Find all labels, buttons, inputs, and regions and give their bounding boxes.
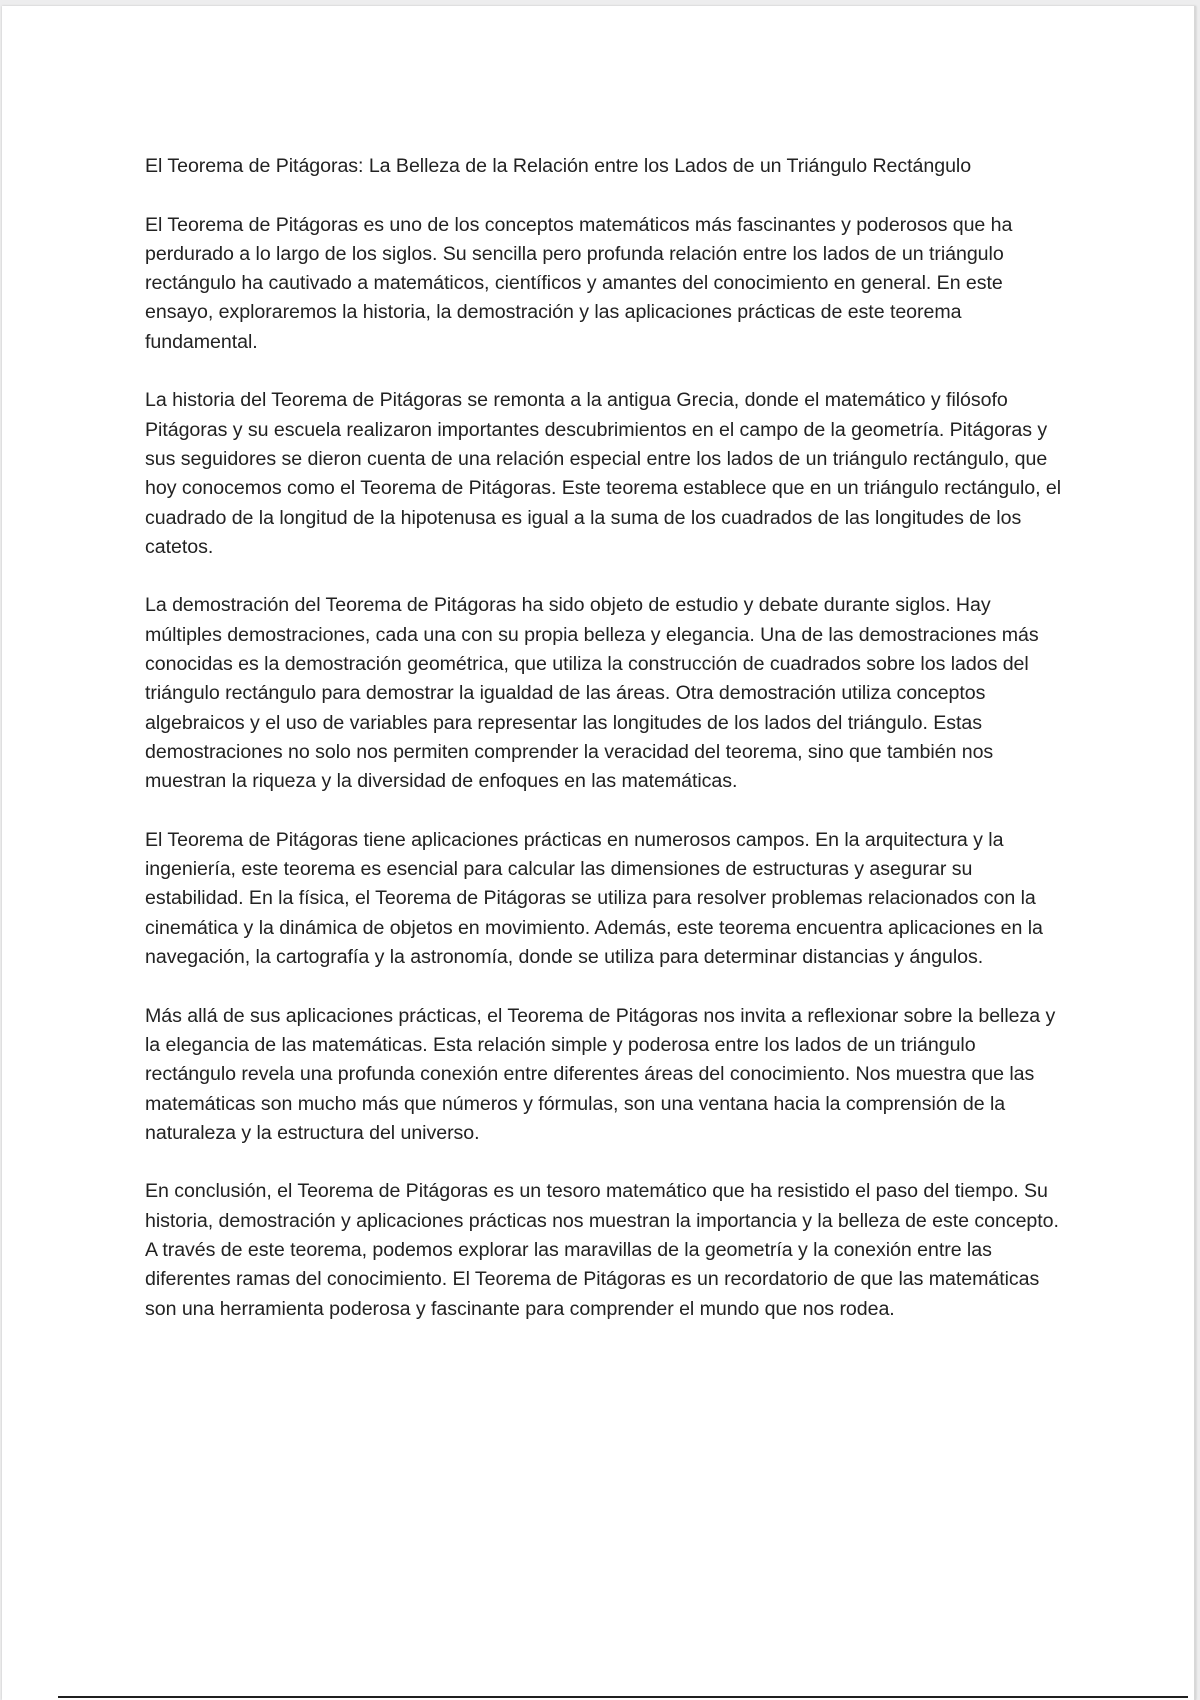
document-body [145, 152, 1065, 1353]
paragraph-conclusion: En conclusión, el Teorema de Pitágoras es un tesoro matemático que ha resistido el paso del tiempo. Su historia, demostración y aplicaciones prácticas nos muestran la importancia y la belleza de este concepto. A través de este teorema, podemos explorar las maravillas de la geometría y la conexión entre las diferentes ramas del conocimiento. El Teorema de Pitágoras es un recordatorio de que las matemáticas son una herramienta poderosa y fascinante para comprender el mundo que nos rodea. [145, 1180, 1059, 1320]
page-right-edge [1194, 6, 1196, 1700]
paragraph-history: La historia del Teorema de Pitágoras se remonta a la antigua Grecia, donde el matemático y filósofo Pitágoras y su escuela realizaron importantes descubrimientos en el campo de la geometría. Pitágoras y sus seguidores se dieron cuenta de una relación especial entre los lados de un triángulo rectángulo, que hoy conocemos como el Teorema de Pitágoras. Este teorema establece que en un triángulo rectángulo, el cuadrado de la longitud de la hipotenusa es igual a la suma de los cuadrados de las longitudes de los catetos. [145, 389, 1062, 558]
paragraph-reflection: Más allá de sus aplicaciones prácticas, el Teorema de Pitágoras nos invita a reflexionar sobre la belleza y la elegancia de las matemáticas. Esta relación simple y poderosa entre los lados de un triángulo rectángulo revela una profunda conexión entre diferentes áreas del conocimiento. Nos muestra que las matemáticas son mucho más que números y fórmulas, son una ventana hacia la comprensión de la naturaleza y la estructura del universo. [145, 1004, 1056, 1144]
document-title: El Teorema de Pitágoras: La Belleza de la Relación entre los Lados de un Triángulo Rectángulo [145, 155, 972, 177]
paragraph-intro: El Teorema de Pitágoras es uno de los conceptos matemáticos más fascinantes y poderosos que ha perdurado a lo largo de los siglos. Su sencilla pero profunda relación entre los lados de un triángulo rectángulo ha cautivado a matemáticos, científicos y amantes del conocimiento en general. En este ensayo, exploraremos la historia, la demostración y las aplicaciones prácticas de este teorema fundamental. [145, 213, 1013, 353]
document-page [2, 6, 1196, 1700]
paragraph-applications: El Teorema de Pitágoras tiene aplicaciones prácticas en numerosos campos. En la arquitectura y la ingeniería, este teorema es esencial para calcular las dimensiones de estructuras y asegurar su estabilidad. En la física, el Teorema de Pitágoras se utiliza para resolver problemas relacionados con la cinemática y la dinámica de objetos en movimiento. Además, este teorema encuentra aplicaciones en la navegación, la cartografía y la astronomía, donde se utiliza para determinar distancias y ángulos. [145, 828, 1043, 969]
paragraph-proof: La demostración del Teorema de Pitágoras ha sido objeto de estudio y debate durante siglos. Hay múltiples demostraciones, cada una con su propia belleza y elegancia. Una de las demostraciones más conocidas es la demostración geométrica, que utiliza la construcción de cuadrados sobre los lados del triángulo rectángulo para demostrar la igualdad de las áreas. Otra demostración utiliza conceptos algebraicos y el uso de variables para representar las longitudes de los lados del triángulo. Estas demostraciones no solo nos permiten comprender la veracidad del teorema, sino que también nos muestran la riqueza y la diversidad de enfoques en las matemáticas. [145, 594, 1039, 793]
page-bottom-rule [58, 1696, 1188, 1698]
